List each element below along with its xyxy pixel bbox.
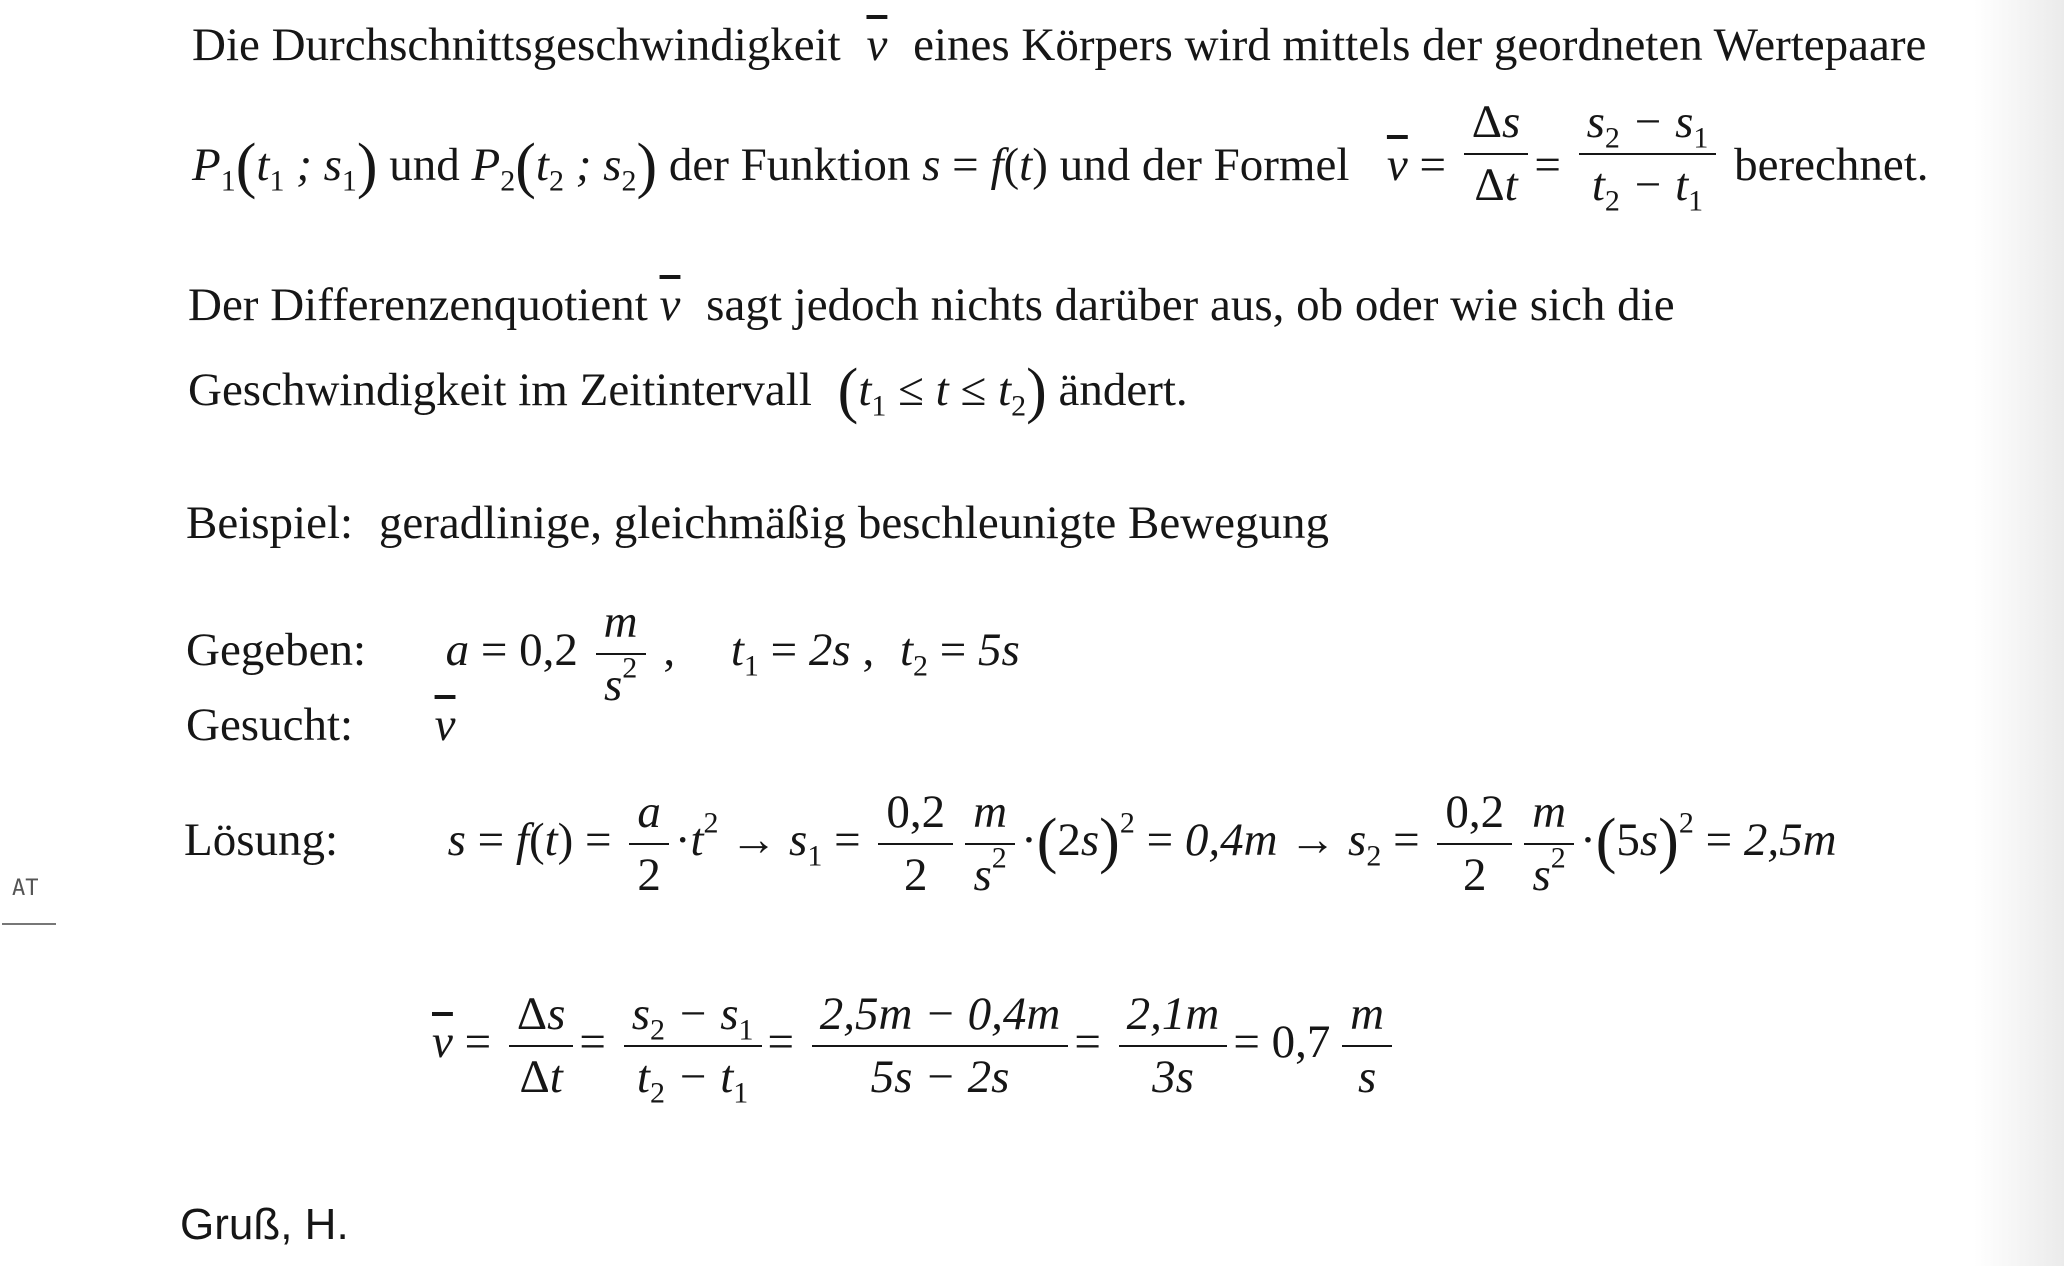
loesung-label: Lösung:	[184, 814, 339, 867]
time-interval: $(t_1 \le t \le t_2)$	[837, 357, 1047, 425]
intro-text-1b: eines Körpers wird mittels der geordneten Wertepaare	[913, 19, 1927, 71]
v-numerator: 2,5m − 0,4m	[812, 990, 1069, 1047]
v-bar-formula: $\overline{v}$	[1386, 139, 1408, 192]
s2-unit: $\frac{m}{s^2}$	[1524, 788, 1574, 901]
intro-text-1a: Die Durchschnittsgeschwindigkeit	[192, 19, 841, 71]
scan-shading	[1974, 0, 2064, 1266]
function-s-ft: s = f(t)	[922, 139, 1048, 192]
s1-coefficient: $\frac{0,2}{2}$	[878, 788, 953, 901]
given-line: Gegeben: a = 0,2 $\frac{m}{s^2}$ , $t_1 = 2s$ , $t_2 = 5s$	[186, 596, 1020, 712]
v-simplified-fraction	[1119, 990, 1228, 1103]
point-p1: $P_1(t_1$ ; $s_1$)	[192, 132, 378, 201]
text-berechnet: berechnet.	[1734, 139, 1929, 192]
delta-fraction: $\frac{\Delta s}{\Delta t}$	[1464, 98, 1529, 211]
s1-result: 0,4m	[1184, 814, 1278, 867]
intro-line-4	[188, 357, 1188, 425]
v-bar-result: $\overline{v}$	[432, 1016, 453, 1069]
v-diff-fraction: $\frac{s_2 - s_1}{t_2 - t_1}$	[624, 990, 762, 1103]
velocity-line: $\overline{v}$ = $\frac{\Delta s}{\Delta t}$ = $\frac{s_2 - s_1}{t_2 - t_1}$ = $\frac{2,5m - 0,4m}{5s - 2s}$ = $\frac{2,1m}{3s}$ = 0,7 $\frac{m}{s}$	[432, 990, 1398, 1103]
sought-line	[186, 699, 456, 751]
a-over-2: $\frac{a}{2}$	[629, 788, 669, 901]
gegeben-label: Gegeben:	[186, 624, 367, 677]
v-unit: $\frac{m}{s}$	[1342, 990, 1392, 1103]
s2-coefficient: $\frac{0,2}{2}$	[1437, 788, 1512, 901]
v-denominator-2: 3s	[1152, 1051, 1194, 1104]
v-bar-quotient: $\overline{v}$	[659, 279, 681, 331]
v-values-fraction	[812, 990, 1069, 1103]
intro-text-3a: Der Differenzenquotient	[188, 279, 648, 331]
text-und-1: und	[389, 139, 460, 192]
text-der-funktion: der Funktion	[668, 139, 911, 192]
margin-stamp: AT	[2, 868, 56, 925]
gesucht-label: Gesucht:	[186, 699, 354, 751]
solution-line: Lösung: s = f(t) = $\frac{a}{2}$ $\cdot t^2 \to s_1$ = $\frac{0,2}{2}$ $\frac{m}{s^2}$ $\cdot(2s)^2 = 0,4m \to s_2$ = $\frac{0,2}{2}$ $\frac{m}{s^2}$ $\cdot(5s)^2 = 2,5m$	[184, 786, 1837, 902]
t2-value: 5s	[978, 624, 1020, 677]
signature: Gruß, H.	[180, 1200, 349, 1249]
s1-unit: $\frac{m}{s^2}$	[965, 788, 1015, 901]
t1-value: 2s	[808, 624, 851, 677]
intro-line-1	[192, 19, 1927, 71]
intro-text-4b: ändert.	[1058, 364, 1188, 416]
v-denominator: 5s − 2s	[870, 1051, 1010, 1104]
beispiel-label: Beispiel:	[186, 497, 354, 549]
intro-text-3b: sagt jedoch nichts darüber aus, ob oder wie sich die	[706, 279, 1675, 331]
v-delta-fraction: $\frac{\Delta s}{\Delta t}$	[509, 990, 574, 1103]
v-bar-symbol: $\overline{v}$	[866, 19, 888, 71]
beispiel-text: geradlinige, gleichmäßig beschleunigte Bewegung	[378, 497, 1329, 549]
v-bar-sought: $\overline{v}$	[434, 699, 456, 751]
text-und-formel: und der Formel	[1059, 139, 1350, 192]
v-result: 0,7	[1271, 1016, 1331, 1069]
v-numerator-2: 2,1m	[1119, 990, 1228, 1047]
s2-result: 2,5m	[1743, 814, 1837, 867]
difference-fraction: $\frac{s_2 - s_1}{t_2 - t_1}$	[1579, 98, 1717, 211]
point-p2: $P_2(t_2$ ; $s_2$)	[471, 132, 658, 201]
intro-text-4a: Geschwindigkeit im Zeitintervall	[188, 364, 812, 416]
example-line	[186, 497, 1329, 549]
a-value: 0,2	[519, 624, 578, 677]
intro-line-2: $P_1(t_1$ ; $s_1$) und $P_2(t_2$ ; $s_2$) der Funktion s = f(t) und der Formel $\overline{v}$ = $\frac{\Delta s}{\Delta t}$ = $\frac{s_2 - s_1}{t_2 - t_1}$ berechnet.	[192, 96, 1929, 218]
intro-line-3	[188, 279, 1675, 331]
unit-m-per-s2: $\frac{m}{s^2}$	[596, 598, 646, 711]
